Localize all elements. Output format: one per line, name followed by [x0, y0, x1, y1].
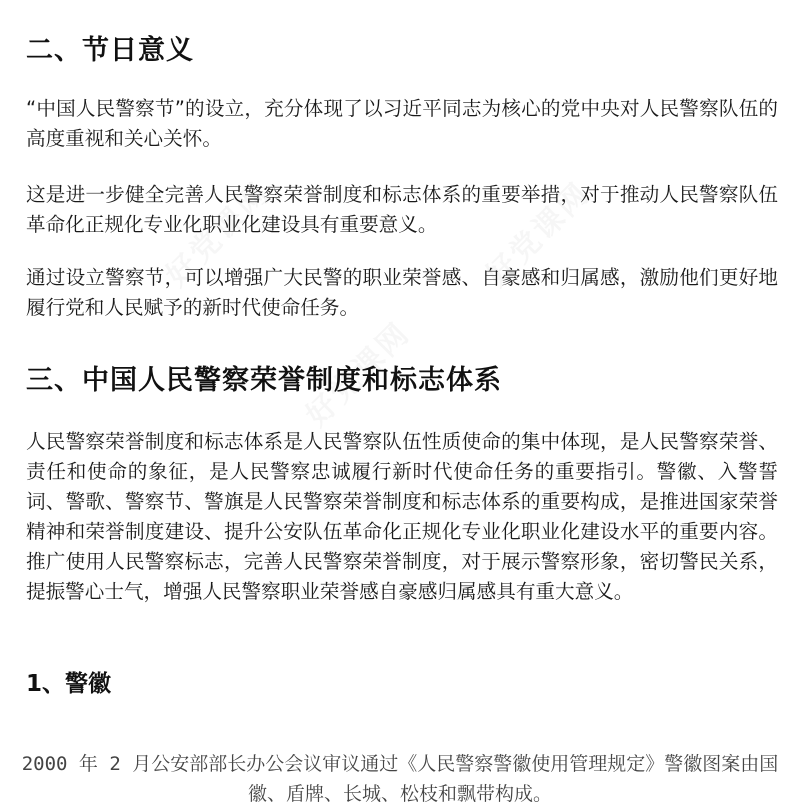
watermark: 好党课网 [159, 175, 278, 294]
emblem-caption: 2000 年 2 月公安部部长办公会议审议通过《人民警察警徽使用管理规定》警徽图案由国徽、盾牌、长城、松枝和飘带构成。 [21, 753, 779, 805]
section-2-paragraph-2: 这是进一步健全完善人民警察荣誉制度和标志体系的重要举措，对于推动人民警察队伍革命化正规化专业化职业化建设具有重要意义。 [26, 183, 778, 236]
watermark: 好党课网 [299, 315, 418, 434]
section-2-paragraph-3: 通过设立警察节，可以增强广大民警的职业荣誉感、自豪感和归属感，激励他们更好地履行党和人民赋予的新时代使命任务。 [26, 266, 778, 319]
watermark: 好党课网 [479, 175, 598, 294]
section-2-heading: 二、节日意义 [26, 35, 194, 66]
section-2-paragraph-1: “中国人民警察节”的设立，充分体现了以习近平同志为核心的党中央对人民警察队伍的高度重视和关心关怀。 [26, 97, 778, 150]
section-3-paragraph-1: 人民警察荣誉制度和标志体系是人民警察队伍性质使命的集中体现，是人民警察荣誉、责任和使命的象征，是人民警察忠诚履行新时代使命任务的重要指引。警徽、入警誓词、警歌、警察节、警旗是人民警察荣誉制度和标志体系的重要构成，是推进国家荣誉精神和荣誉制度建设、提升公安队伍革命化正规化专业化职业化建设水平的重要内容。推广使用人民警察标志，完善人民警察荣誉制度，对于展示警察形象，密切警民关系，提振警心士气，增强人民警察职业荣誉感自豪感归属感具有重大意义。 [26, 430, 778, 603]
section-3-heading: 三、中国人民警察荣誉制度和标志体系 [26, 365, 502, 396]
subsection-1-heading: 1、警徽 [26, 671, 112, 697]
